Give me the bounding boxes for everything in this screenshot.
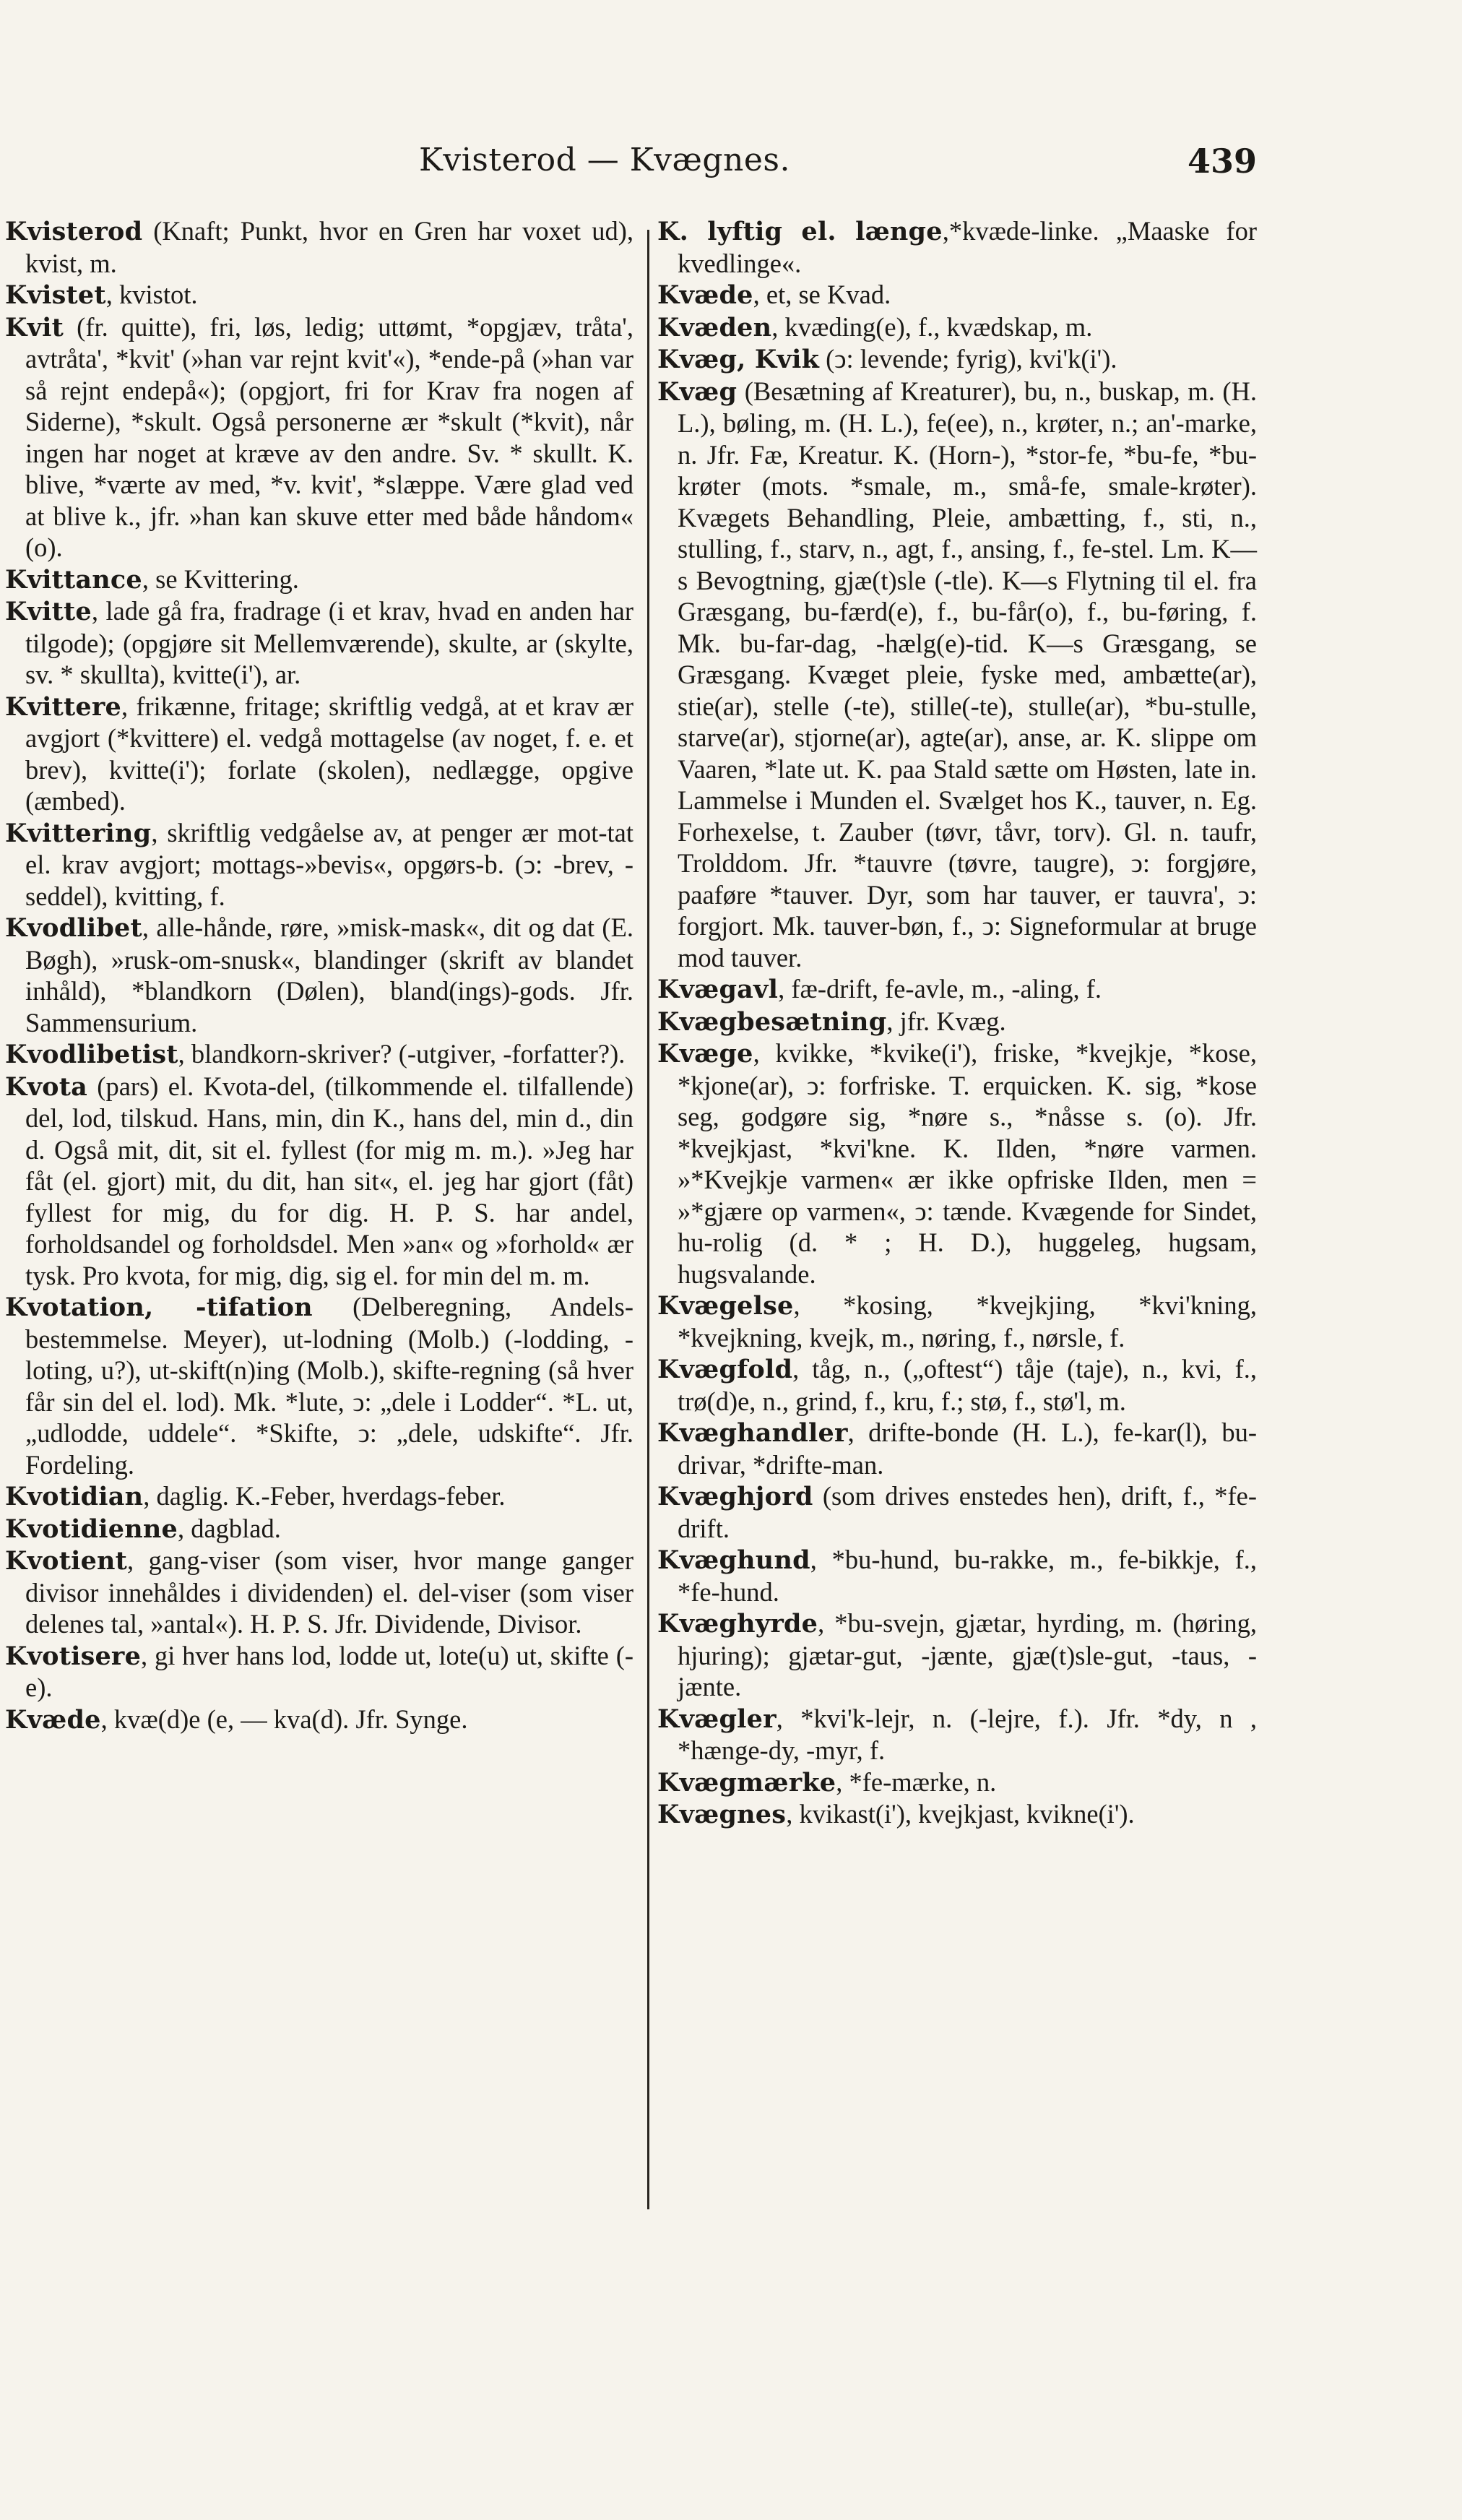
dictionary-entry xyxy=(657,1544,1257,1608)
entry-text: , *kosing, *kvejkjing, *kvi'kning, *kvejkning, kvejk, m., nøring, f., nørsle, f. xyxy=(678,1290,1257,1352)
entry-text: (Besætning af Kreaturer), bu, n., buskap, m. (H. L.), bøling, m. (H. L.), fe(ee), n., krøter, n.; an'-marke, n. Jfr. Fæ, Kreatur. K. (Horn-), *stor-fe, *bu-fe, *bu-krøter (mots. *smale, m., små-fe, smale-krøter). Kvægets Behandling, Pleie, ambætting, f., sti, n., stulling, f., starv, n., agt, f., ansing, f., fe-stel. Lm. K—s Bevogtning, gjæ(t)sle (-tle). K—s Flytning til el. fra Græsgang, bu-færd(e), f., bu-får(o), f., bu-føring, f. Mk. bu-far-dag, -hælg(e)-tid. K—s Græsgang, se Græsgang. Kvæget pleie, fyske med, ambætte(ar), stie(ar), stelle (-te), stille(-te), stulle(ar), *bu-stulle, starve(ar), stjorne(ar), agte(ar), anse, ar. K. slippe om Vaaren, *late ut. K. paa Stald sætte om Høsten, late in. Lammelse i Munden el. Svælget hos K., tauver, n. Eg. Forhexelse, t. Zauber (tøvr, tåvr, torv). Gl. n. taufr, Trolddom. Jfr. *tauvre (tøvre, taugre), ↄ: forgjøre, paaføre *tauver. Dyr, som har tauver, er tauvra', ↄ: forgjort. Mk. tauver-bøn, f., ↄ: Signeformular at bruge mod tauver. xyxy=(678,376,1257,972)
entry-text: , fæ-drift, fe-avle, m., -aling, f. xyxy=(778,974,1102,1004)
entry-text: , blandkorn-skriver? (-utgiver, -forfatter?). xyxy=(178,1039,626,1069)
headword: Kvotidian xyxy=(5,1482,144,1511)
headword: Kvittance xyxy=(5,564,142,595)
entry-text: ,*kvæde-linke. „Maaske for kvedlinge«. xyxy=(678,216,1257,278)
headword: Kvægnes xyxy=(657,1800,787,1829)
headword: Kvittere xyxy=(5,691,121,722)
entry-text: , kvikast(i'), kvejkjast, kvikne(i'). xyxy=(786,1799,1135,1829)
entry-text: , dagblad. xyxy=(177,1513,281,1543)
headword: Kvægfold xyxy=(657,1355,793,1384)
left-column xyxy=(5,215,633,1735)
headword: Kvotation, -tifation xyxy=(5,1293,313,1322)
entry-text: , *bu-hund, bu-rakke, m., fe-bikkje, f., *fe-hund. xyxy=(678,1545,1257,1607)
headword: Kvægbesætning xyxy=(657,1006,887,1037)
running-title: Kvisterod — Kvægnes. xyxy=(419,142,790,178)
entry-text: , kvikke, *kvike(i'), friske, *kvejkje, *kose, *kjone(ar), ↄ: forfriske. T. erquicken. K. sig, *kose seg, godgøre sig, *nøre s., *nåsse s. (o). Jfr. *kvejkjast, *kvi'kne. K. Ilden, *nøre varmen. »*Kvejkje varmen« ær ikke opfriske Ilden, men = »*gjære op varmen«, ↄ: tænde. Kvægende for Sindet, hu-rolig (d. * ; H. D.), huggeleg, hugsam, hugsvalande. xyxy=(678,1038,1257,1289)
dictionary-entry xyxy=(657,311,1257,344)
dictionary-entry xyxy=(657,279,1257,311)
dictionary-entry xyxy=(5,1640,633,1704)
entry-text: , *bu-svejn, gjætar, hyrding, m. (høring, hjuring); gjætar-gut, -jænte, gjæ(t)sle-gut, -taus, -jænte. xyxy=(678,1608,1257,1701)
entry-text: , kvæding(e), f., kvædskap, m. xyxy=(771,311,1093,342)
dictionary-entry xyxy=(657,1417,1257,1480)
dictionary-entry xyxy=(5,279,633,311)
dictionary-entry xyxy=(657,343,1257,376)
dictionary-entry xyxy=(5,1480,633,1513)
headword: Kvægmærke xyxy=(657,1767,836,1798)
dictionary-entry xyxy=(657,1290,1257,1353)
dictionary-entry xyxy=(5,564,633,596)
dictionary-entry xyxy=(657,1766,1257,1799)
headword: Kvodlibetist xyxy=(5,1040,178,1069)
headword: Kvotisere xyxy=(5,1641,142,1671)
dictionary-entry xyxy=(5,1038,633,1071)
dictionary-entry xyxy=(657,973,1257,1006)
dictionary-entry xyxy=(5,215,633,279)
dictionary-entry xyxy=(5,912,633,1038)
dictionary-entry xyxy=(657,1037,1257,1290)
entry-text: , daglig. K.-Feber, hverdags-feber. xyxy=(143,1481,506,1511)
headword: Kvæghyrde xyxy=(657,1609,818,1639)
headword: Kvæghjord xyxy=(657,1482,813,1511)
dictionary-entry xyxy=(657,1480,1257,1544)
entry-text: , gang-viser (som viser, hvor mange ganger divisor innehåldes i dividenden) el. del-viser (som viser delenes tal, »antal«). H. P. S. Jfr. Dividende, Divisor. xyxy=(25,1545,633,1639)
entry-text: (ↄ: levende; fyrig), kvi'k(i'). xyxy=(819,344,1117,374)
headword: Kvisterod xyxy=(5,217,143,246)
entry-text: (fr. quitte), fri, løs, ledig; uttømt, *opgjæv, tråta', avtråta', *kvit' (»han var rejnt kvit'«), *ende-på (»han var så rejnt endepå«); (opgjort, fri for Krav fra nogen af Siderne), *skult. Også personerne ær *skult (*kvit), når ingen har noget at kræve av den andre. Sv. * skullt. K. blive, *værte av med, *v. kvit', *slæppe. Være glad ved at blive k., jfr. »han kan skuve etter med både håndom« (o). xyxy=(25,311,633,562)
dictionary-entry xyxy=(5,1071,633,1292)
headword: Kvodlibet xyxy=(5,913,142,943)
entry-text: , *fe-mærke, n. xyxy=(836,1766,997,1797)
right-column xyxy=(657,215,1257,1831)
dictionary-entry xyxy=(5,1291,633,1480)
headword: Kvotidienne xyxy=(5,1514,178,1544)
dictionary-entry xyxy=(657,376,1257,974)
headword: Kvit xyxy=(5,312,64,342)
page-number: 439 xyxy=(1187,142,1257,181)
entry-text: , tåg, n., („oftest“) tåje (taje), n., kvi, f., trø(d)e, n., grind, f., kru, f.; stø, f., stø'l, m. xyxy=(678,1354,1257,1416)
dictionary-entry xyxy=(657,1608,1257,1703)
entry-text: (Delberegning, Andels-bestemmelse. Meyer), ut-lodning (Molb.) (-lodding, -loting, u?), ut-skift(n)ing (Molb.), skifte-regning (så hver får sin del el. lod). Mk. *lute, ↄ: „dele i Lodder“. *L. ut, „udlodde, uddele“. *Skifte, ↄ: „dele, udskifte“. Jfr. Fordeling. xyxy=(25,1292,633,1480)
dictionary-entry xyxy=(657,1006,1257,1038)
dictionary-entry xyxy=(5,1513,633,1545)
entry-text: , skriftlig vedgåelse av, at penger ær mot-tat el. krav avgjort; mottags-»bevis«, opgørs-b. (ↄ: -brev, -seddel), kvitting, f. xyxy=(25,817,633,911)
headword: Kvota xyxy=(5,1071,87,1102)
dictionary-entry xyxy=(5,595,633,691)
entry-text: , *kvi'k-lejr, n. (-lejre, f.). Jfr. *dy, n , *hænge-dy, -myr, f. xyxy=(678,1703,1257,1765)
dictionary-entry xyxy=(5,817,633,912)
headword: Kvægler xyxy=(657,1704,777,1734)
entry-text: (Knaft; Punkt, hvor en Gren har voxet ud), kvist, m. xyxy=(25,216,633,278)
entry-text: (pars) el. Kvota-del, (tilkommende el. tilfallende) del, lod, tilskud. Hans, min, din K., hans del, min d., din d. Også mit, dit, sit el. fyllest (for mig m. m.). »Jeg har fåt (el. gjort) mit, du dit, han sit«, el. jeg har gjort (fåt) fyllest for mig, du for dig. H. P. S. har andel, forholdsandel og forholdsdel. Men »an« og »forhold« ær tysk. Pro kvota, for mig, dig, sig el. for min del m. m. xyxy=(25,1071,633,1290)
headword: Kvæde xyxy=(657,280,753,310)
entry-text: (som drives enstedes hen), drift, f., *fe-drift. xyxy=(678,1481,1257,1543)
dictionary-entry xyxy=(657,1703,1257,1766)
dictionary-entry xyxy=(657,215,1257,279)
headword: Kvæge xyxy=(657,1039,753,1069)
entry-text: , frikænne, fritage; skriftlig vedgå, at et krav ær avgjort (*kvittere) el. vedgå mottagelse (av noget, f. e. et brev), kvitte(i'); forlate (skolen), nedlægge, opgive (æmbed). xyxy=(25,691,633,816)
headword: K. lyftig el. længe xyxy=(657,217,943,246)
column-divider xyxy=(647,230,649,2209)
entry-text: , kvistot. xyxy=(105,280,198,309)
entry-text: , et, se Kvad. xyxy=(753,280,891,309)
headword: Kvæg xyxy=(657,376,738,407)
dictionary-entry xyxy=(5,311,633,564)
entry-text: , lade gå fra, fradrage (i et krav, hvad en anden har tilgode); (opgjøre sit Mellemværende), skulte, ar (skylte, sv. * skullta), kvitte(i'), ar. xyxy=(25,596,633,689)
entry-text: , gi hver hans lod, lodde ut, lote(u) ut, skifte (-e). xyxy=(25,1640,633,1702)
dictionary-entry xyxy=(5,1545,633,1640)
headword: Kvittering xyxy=(5,818,152,848)
entry-text: , drifte-bonde (H. L.), fe-kar(l), bu-drivar, *drifte-man. xyxy=(678,1418,1257,1480)
dictionary-entry xyxy=(5,691,633,817)
page-header xyxy=(217,142,1257,188)
headword: Kvæghandler xyxy=(657,1418,848,1448)
entry-text: , jfr. Kvæg. xyxy=(886,1006,1006,1036)
entry-text: , alle-hånde, røre, »misk-mask«, dit og dat (E. Bøgh), »rusk-om-snusk«, blandinger (skrift av blandet inhåld), *blandkorn (Dølen), bland(ings)-gods. Jfr. Sammensurium. xyxy=(25,912,633,1037)
entry-text: , se Kvittering. xyxy=(142,564,299,594)
headword: Kvæde xyxy=(5,1704,101,1735)
headword: Kvægavl xyxy=(657,975,779,1004)
headword: Kvæg, Kvik xyxy=(657,345,820,374)
dictionary-entry xyxy=(657,1798,1257,1831)
dictionary-entry xyxy=(5,1704,633,1736)
dictionary-entry xyxy=(657,1353,1257,1417)
headword: Kvæden xyxy=(657,312,772,342)
headword: Kvitte xyxy=(5,597,92,626)
headword: Kvæghund xyxy=(657,1545,810,1575)
headword: Kvægelse xyxy=(657,1291,794,1321)
headword: Kvistet xyxy=(5,280,106,310)
entry-text: , kvæ(d)e (e, — kva(d). Jfr. Synge. xyxy=(100,1704,468,1734)
headword: Kvotient xyxy=(5,1546,128,1576)
